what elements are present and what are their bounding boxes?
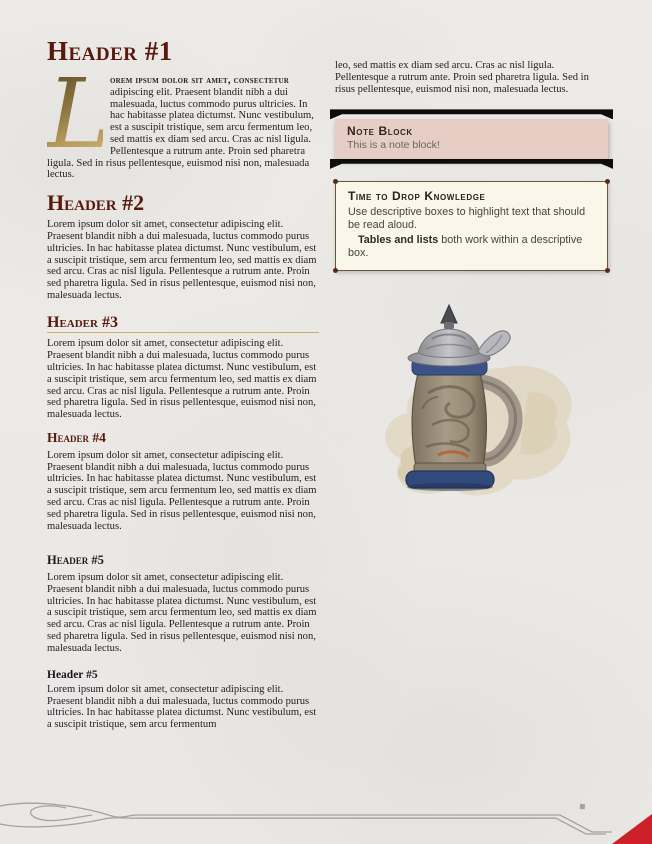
beer-stein-illustration	[352, 297, 592, 512]
stein-lid-dome	[418, 329, 480, 358]
heading-2: Header #2	[47, 190, 145, 216]
note-body-panel	[335, 119, 608, 159]
beer-stein-svg	[352, 297, 592, 507]
footer-square-dot	[580, 804, 586, 810]
paragraph-h6-truncated: Lorem ipsum dolor sit amet, consectetur adipiscing elit. Praesent blandit nibh a dui malesuada, luctus commodo purus ultricies. In hac habitasse platea dictumst. Nunc vestibulum, est a suscipit tristique, sem arcu fermentum	[47, 683, 317, 731]
heading-4: Header #4	[47, 429, 106, 445]
drop-cap: L	[47, 58, 111, 170]
footer-rule-inner	[137, 818, 606, 834]
footer-red-corner	[612, 814, 652, 844]
paragraph-h4: Lorem ipsum dolor sit amet, consectetur adipiscing elit. Praesent blandit nibh a dui malesuada, luctus commodo purus ultricies. In hac habitasse platea dictumst. Nunc vestibulum, est a suscipit tristique, sem arcu fermentum leo, sed mattis ex diam sed arcu. Cras ac nisl ligula. Pellentesque a rutrum ante. Proin sed pharetra ligula. Sed in risus pellentesque, euismod nisi non, malesuada lectus.	[47, 449, 317, 532]
paragraph-h3: Lorem ipsum dolor sit amet, consectetur adipiscing elit. Praesent blandit nibh a dui malesuada, luctus commodo purus ultricies. In hac habitasse platea dictumst. Nunc vestibulum, est a suscipit tristique, sem arcu fermentum leo, sed mattis ex diam sed arcu. Cras ac nisl ligula. Pellentesque a rutrum ante. Proin sed pharetra ligula. Sed in risus pellentesque, euismod nisi non, malesuada lectus.	[47, 338, 317, 421]
descriptive-box-line2	[348, 234, 595, 261]
note-bottom-bar	[330, 159, 613, 169]
note-top-bar	[330, 109, 613, 119]
heading-5: Header #5	[47, 553, 104, 568]
heading-6-bold: Header #5	[47, 668, 98, 681]
heading-3: Header #3	[47, 314, 319, 334]
note-title: Note Block	[347, 124, 413, 139]
intro-rest: adipiscing elit. Praesent blandit nibh a dui malesuada, luctus commodo purus ultricies. In hac habitasse platea dictumst. Nunc vestibulum, est a suscipit tristique, sem arcu fermentum leo, sed mattis ex diam sed arcu. Cras ac nisl ligula. Pellentesque a rutrum ante. Proin sed pharetra ligula. Sed in risus pellentesque, euismod nisi non, malesuada lectus.	[47, 86, 314, 181]
descriptive-box	[335, 181, 608, 271]
footer-rule-outer	[137, 815, 612, 832]
descriptive-box-title: Time to Drop Knowledge	[348, 188, 486, 203]
corner-dot-top-left	[333, 179, 338, 184]
stein-thumb-lever	[478, 331, 510, 356]
corner-dot-bottom-right	[605, 268, 610, 273]
left-column	[47, 38, 319, 731]
note-text: This is a note block!	[347, 139, 440, 152]
intro-lead-smallcaps: orem ipsum dolor sit amet, consectetur	[110, 75, 290, 86]
intro-paragraph	[47, 58, 319, 181]
descriptive-box-line2-rest: both work within a descriptive box.	[348, 233, 583, 260]
continuation-paragraph: leo, sed mattis ex diam sed arcu. Cras ac nisl ligula. Pellentesque a rutrum ante. Proin sed pharetra ligula. Sed in risus pellentesque, euismod nisi non, malesuada lectus.	[335, 60, 589, 95]
footer-flourish-swirl	[0, 803, 137, 817]
note-block	[335, 109, 608, 169]
heading-1: Header #1	[47, 36, 173, 66]
paragraph-h2: Lorem ipsum dolor sit amet, consectetur adipiscing elit. Praesent blandit nibh a dui malesuada, luctus commodo purus ultricies. In hac habitasse platea dictumst. Nunc vestibulum, est a suscipit tristique, sem arcu fermentum leo, sed mattis ex diam sed arcu. Cras ac nisl ligula. Pellentesque a rutrum ante. Proin sed pharetra ligula. Sed in risus pellentesque, euismod nisi non, malesuada lectus.	[47, 219, 317, 301]
footer-decoration	[0, 784, 652, 844]
descriptive-box-line2-bold: Tables and lists	[358, 233, 439, 246]
stein-finial	[441, 305, 457, 323]
corner-dot-top-right	[605, 179, 610, 184]
paragraph-h5: Lorem ipsum dolor sit amet, consectetur adipiscing elit. Praesent blandit nibh a dui malesuada, luctus commodo purus ultricies. In hac habitasse platea dictumst. Nunc vestibulum, est a suscipit tristique, sem arcu fermentum leo, sed mattis ex diam sed arcu. Cras ac nisl ligula. Pellentesque a rutrum ante. Proin sed pharetra ligula. Sed in risus pellentesque, euismod nisi non, malesuada lectus.	[47, 572, 317, 654]
right-column	[335, 60, 608, 512]
corner-dot-bottom-left	[333, 268, 338, 273]
descriptive-box-line1: Use descriptive boxes to highlight text that should be read aloud.	[348, 205, 586, 232]
